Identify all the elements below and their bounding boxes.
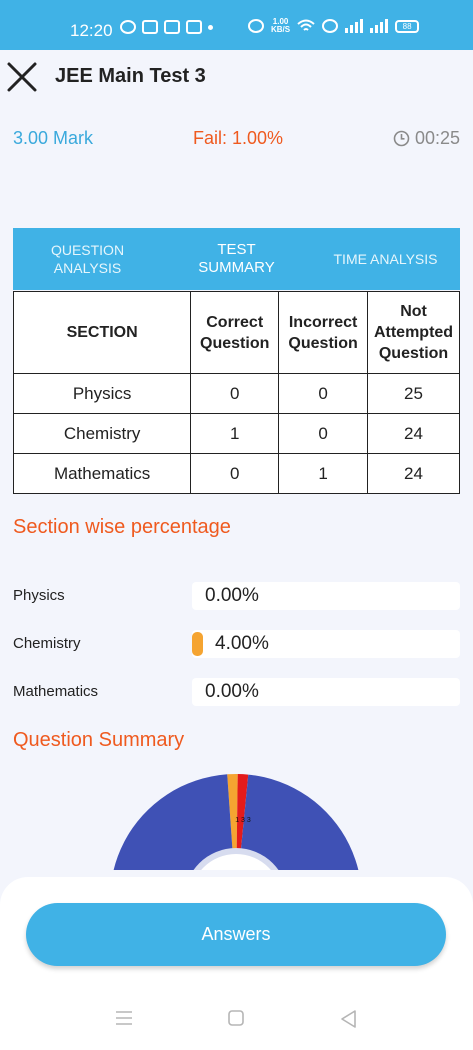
pct-value: 4.00% bbox=[215, 633, 269, 654]
net-speed-value: 1.00 bbox=[272, 17, 289, 26]
section-percentage-heading: Section wise percentage bbox=[13, 516, 231, 538]
tab-test-summary[interactable] bbox=[162, 228, 311, 290]
wifi-calling-icon bbox=[322, 19, 338, 33]
header-not-attempted: Not Attempted Question bbox=[368, 292, 460, 374]
tab-time-analysis[interactable] bbox=[311, 228, 460, 290]
cell-correct: 1 bbox=[191, 414, 279, 454]
progress-bar bbox=[192, 582, 460, 610]
timer-value: 00:25 bbox=[414, 128, 460, 148]
progress-bar bbox=[192, 678, 460, 706]
cell-not-attempted: 24 bbox=[368, 414, 460, 454]
question-summary-heading: Question Summary bbox=[13, 729, 185, 751]
cell-incorrect: 0 bbox=[279, 374, 368, 414]
alarm-icon bbox=[248, 19, 264, 33]
cell-not-attempted: 24 bbox=[368, 454, 460, 494]
cell-correct: 0 bbox=[191, 454, 279, 494]
pct-row-chemistry bbox=[13, 630, 460, 658]
header-correct: Correct Question bbox=[191, 292, 279, 374]
cell-correct: 0 bbox=[191, 374, 279, 414]
net-speed bbox=[271, 18, 290, 34]
cell-section: Physics bbox=[14, 374, 191, 414]
pct-label: Mathematics bbox=[13, 683, 99, 700]
table-row bbox=[14, 374, 460, 414]
cell-incorrect: 1 bbox=[279, 454, 368, 494]
menu-icon[interactable] bbox=[115, 1010, 133, 1026]
pct-row-physics bbox=[13, 582, 460, 610]
table-row bbox=[14, 414, 460, 454]
header-incorrect: Incorrect Question bbox=[279, 292, 368, 374]
notification-icons bbox=[120, 20, 213, 34]
gallery-icon bbox=[186, 20, 202, 34]
cell-section: Chemistry bbox=[14, 414, 191, 454]
tab-question-analysis[interactable] bbox=[13, 228, 162, 290]
battery-icon: 88 bbox=[395, 20, 419, 33]
table-header-row bbox=[14, 292, 460, 374]
net-speed-unit: KB/S bbox=[271, 25, 291, 34]
answers-button[interactable] bbox=[26, 903, 446, 966]
status-bar bbox=[0, 0, 473, 50]
more-notifications-icon bbox=[208, 25, 213, 30]
cell-section: Mathematics bbox=[14, 454, 191, 494]
home-icon[interactable] bbox=[228, 1010, 244, 1026]
section-stats-table bbox=[13, 291, 460, 494]
total-mark: 3.00 Mark bbox=[13, 128, 94, 148]
clock-icon bbox=[393, 130, 410, 147]
pct-label: Chemistry bbox=[13, 635, 81, 652]
status-time: 12:20 bbox=[70, 21, 113, 40]
tab-time-analysis-label: TIME ANALYSIS bbox=[333, 251, 438, 267]
time-taken bbox=[393, 128, 460, 149]
cell-not-attempted: 25 bbox=[368, 374, 460, 414]
progress-bar bbox=[192, 630, 460, 658]
answers-button-label: Answers bbox=[201, 924, 271, 944]
back-icon[interactable] bbox=[340, 1010, 356, 1028]
header-section: SECTION bbox=[14, 292, 191, 374]
fail-percentage: Fail: 1.00% bbox=[193, 128, 284, 148]
pie-slice-labels: 1 3 3 bbox=[235, 817, 251, 824]
radio-icon bbox=[142, 20, 158, 34]
app-bar bbox=[0, 50, 473, 105]
close-icon[interactable] bbox=[6, 61, 38, 93]
system-icons bbox=[248, 18, 419, 34]
question-summary-chart-wrap bbox=[0, 760, 473, 870]
whatsapp-icon bbox=[120, 20, 136, 34]
result-summary bbox=[13, 128, 460, 152]
tab-test-summary-label: TEST SUMMARY bbox=[198, 241, 275, 276]
system-nav-bar bbox=[0, 995, 473, 1050]
analysis-tabs bbox=[13, 228, 460, 290]
pct-row-mathematics bbox=[13, 678, 460, 706]
signal-icon-2 bbox=[370, 19, 388, 33]
pct-value: 0.00% bbox=[205, 585, 259, 606]
tab-question-analysis-label: QUESTION ANALYSIS bbox=[50, 242, 125, 276]
youtube-icon bbox=[164, 20, 180, 34]
pct-label: Physics bbox=[13, 587, 65, 604]
question-summary-chart bbox=[0, 760, 473, 870]
progress-fill bbox=[192, 632, 203, 656]
pct-value: 0.00% bbox=[205, 681, 259, 702]
signal-icon bbox=[345, 19, 363, 33]
cell-incorrect: 0 bbox=[279, 414, 368, 454]
table-row bbox=[14, 454, 460, 494]
wifi-icon bbox=[297, 19, 315, 33]
page-title: JEE Main Test 3 bbox=[55, 65, 206, 87]
